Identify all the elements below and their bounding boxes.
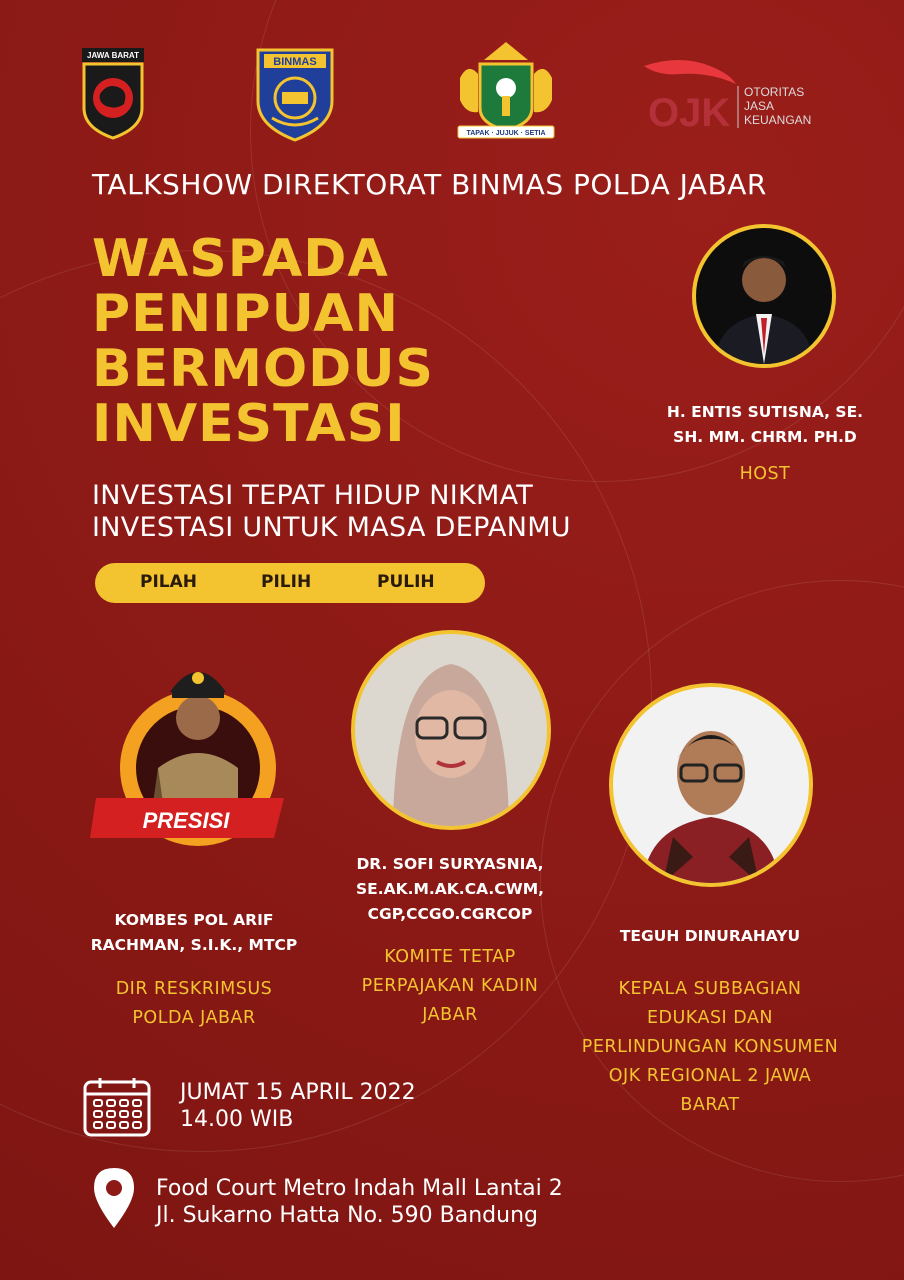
ojk-logo-text-2: JASA bbox=[744, 99, 775, 113]
ojk-logo-mark: OJK bbox=[648, 91, 731, 135]
speaker-name-line: CGP,CCGO.CGRCOP bbox=[367, 905, 533, 923]
speaker-name-line: KOMBES POL ARIF bbox=[114, 911, 274, 929]
event-venue bbox=[156, 1175, 563, 1229]
jabar-emblem-motto: TAPAK · JUJUK · SETIA bbox=[466, 130, 546, 137]
binmas-logo bbox=[254, 46, 336, 142]
host-name bbox=[650, 400, 880, 450]
headline-line: BERMODUS bbox=[92, 339, 434, 399]
speaker-role-line: DIR RESKRIMSUS bbox=[115, 979, 273, 999]
speaker-name-line: DR. SOFI SURYASNIA, bbox=[356, 855, 544, 873]
speaker-2-photo bbox=[351, 630, 551, 830]
speaker-3-role bbox=[555, 975, 865, 1120]
event-headline bbox=[92, 229, 612, 454]
location-pin-icon bbox=[92, 1166, 136, 1230]
ojk-logo bbox=[640, 56, 840, 136]
ojk-logo-text-1: OTORITAS bbox=[744, 85, 805, 99]
speaker-3-name bbox=[590, 924, 830, 949]
host-name-line: SH. MM. CHRM. PH.D bbox=[673, 428, 857, 446]
event-tagline bbox=[92, 480, 571, 544]
tagline-line: INVESTASI TEPAT HIDUP NIKMAT bbox=[92, 480, 534, 511]
motto-word: PILIH bbox=[261, 572, 312, 592]
polda-jabar-logo bbox=[78, 46, 148, 141]
speaker-1-role bbox=[68, 975, 320, 1033]
headline-line: PENIPUAN bbox=[92, 284, 399, 344]
headline-line: WASPADA bbox=[92, 229, 389, 289]
speaker-name-line: SE.AK.M.AK.CA.CWM, bbox=[355, 880, 545, 898]
ojk-logo-text-3: KEUANGAN bbox=[744, 113, 812, 127]
presisi-badge-text: PRESISI bbox=[142, 808, 230, 833]
motto-word: PILAH bbox=[140, 572, 198, 592]
motto-word: PULIH bbox=[377, 572, 435, 592]
event-header: TALKSHOW DIREKTORAT BINMAS POLDA JABAR bbox=[92, 168, 767, 201]
venue-line-1: Food Court Metro Indah Mall Lantai 2 bbox=[156, 1176, 563, 1201]
speaker-2-name bbox=[330, 852, 570, 927]
speaker-role-line: BARAT bbox=[680, 1095, 740, 1115]
binmas-logo-label: BINMAS bbox=[273, 56, 317, 68]
speaker-role-line: PERLINDUNGAN KONSUMEN bbox=[581, 1037, 839, 1057]
speaker-name-line: RACHMAN, S.I.K., MTCP bbox=[90, 936, 298, 954]
speaker-2-role bbox=[330, 943, 570, 1030]
event-time: 14.00 WIB bbox=[180, 1107, 294, 1132]
speaker-role-line: KOMITE TETAP bbox=[384, 947, 516, 967]
speaker-role-line: PERPAJAKAN KADIN bbox=[361, 976, 539, 996]
calendar-icon bbox=[82, 1076, 152, 1138]
speaker-role-line: KEPALA SUBBAGIAN bbox=[618, 979, 802, 999]
speaker-1-photo bbox=[88, 648, 308, 858]
motto-pill bbox=[95, 563, 485, 603]
speaker-1-name bbox=[68, 908, 320, 958]
speaker-role-line: OJK REGIONAL 2 JAWA bbox=[608, 1066, 812, 1086]
jawa-barat-emblem bbox=[454, 38, 558, 144]
host-role: HOST bbox=[739, 464, 791, 484]
host-photo bbox=[692, 224, 836, 368]
event-schedule bbox=[180, 1079, 416, 1133]
speaker-role-line: EDUKASI DAN bbox=[646, 1008, 774, 1028]
speaker-3-photo bbox=[609, 683, 813, 887]
polda-logo-label: JAWA BARAT bbox=[87, 51, 139, 60]
headline-line: INVESTASI bbox=[92, 394, 406, 454]
host-name-line: H. ENTIS SUTISNA, SE. bbox=[666, 403, 864, 421]
venue-line-2: Jl. Sukarno Hatta No. 590 Bandung bbox=[156, 1203, 538, 1228]
speaker-name-line: TEGUH DINURAHAYU bbox=[619, 927, 801, 945]
speaker-role-line: POLDA JABAR bbox=[132, 1008, 256, 1028]
tagline-line: INVESTASI UNTUK MASA DEPANMU bbox=[92, 512, 571, 543]
event-date: JUMAT 15 APRIL 2022 bbox=[180, 1080, 416, 1105]
speaker-role-line: JABAR bbox=[422, 1005, 478, 1025]
